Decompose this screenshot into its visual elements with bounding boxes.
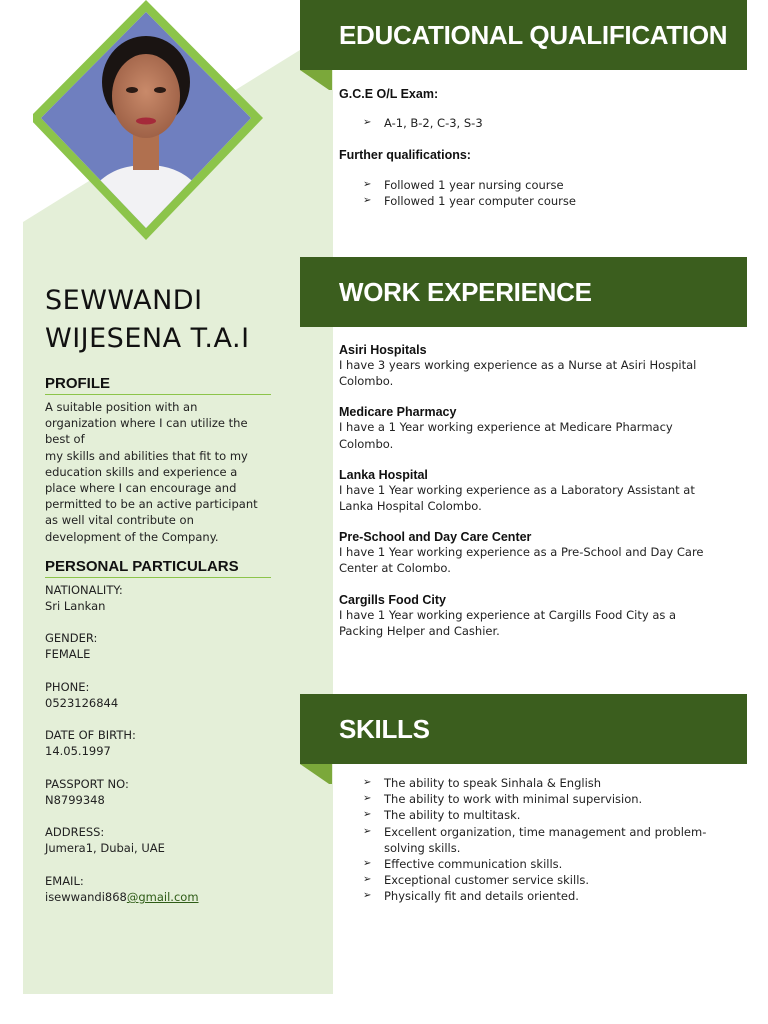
- item-label: GENDER:: [45, 631, 98, 645]
- item-label: ADDRESS:: [45, 825, 105, 839]
- item-value: Jumera1, Dubai, UAE: [45, 841, 165, 855]
- item-value: 14.05.1997: [45, 744, 111, 758]
- arrowhead-bullet-icon: ➢: [363, 793, 372, 805]
- name-line-1: SEWWANDI: [45, 285, 203, 316]
- phone-item: [45, 679, 118, 711]
- job-entry: [339, 405, 719, 451]
- skills-content: [339, 775, 719, 905]
- email-user: isewwandi868: [45, 890, 127, 904]
- job-description: Lanka Hospital Colombo.: [339, 499, 482, 514]
- date-of-birth-item: [45, 727, 136, 759]
- email-value[interactable]: [45, 889, 199, 905]
- job-employer: Asiri Hospitals: [339, 343, 427, 357]
- skills-banner-tab: [300, 764, 332, 784]
- skill-item: ➢ Effective communication skills.: [363, 857, 563, 872]
- job-description: Center at Colombo.: [339, 561, 451, 576]
- skills-banner: SKILLS: [300, 694, 747, 764]
- skill-item: ➢ Exceptional customer service skills.: [363, 873, 590, 888]
- skill-item: ➢ The ability to multitask.: [363, 808, 521, 823]
- arrowhead-bullet-icon: ➢: [363, 874, 372, 886]
- item-value: FEMALE: [45, 647, 91, 661]
- profile-line: education skills and experience a: [45, 464, 238, 479]
- arrowhead-bullet-icon: ➢: [363, 117, 372, 128]
- arrowhead-bullet-icon: ➢: [363, 777, 372, 788]
- work-experience-content: [339, 343, 719, 639]
- profile-heading: PROFILE: [45, 375, 271, 395]
- skill-item: ➢ Physically fit and details oriented.: [363, 889, 579, 904]
- education-content: [339, 87, 719, 210]
- skill-item: ➢ Excellent organization, time management and problem- solving skills.: [363, 824, 707, 855]
- arrowhead-bullet-icon: ➢: [363, 858, 372, 870]
- further-qualification-item: ➢ Followed 1 year nursing course: [363, 178, 564, 193]
- education-banner: EDUCATIONAL QUALIFICATION: [300, 0, 747, 70]
- ol-result-item: ➢ A-1, B-2, C-3, S-3: [363, 116, 483, 130]
- job-description: I have 3 years working experience as a Nurse at Asiri Hospital: [339, 358, 697, 372]
- job-description: Colombo.: [339, 374, 394, 389]
- arrowhead-bullet-icon: ➢: [363, 195, 372, 207]
- name-line-2: WIJESENA T.A.I: [45, 323, 250, 354]
- education-banner-tab: [300, 70, 332, 90]
- job-description: Packing Helper and Cashier.: [339, 623, 500, 638]
- job-employer: Cargills Food City: [339, 592, 446, 607]
- profile-line: place where I can encourage and: [45, 481, 237, 496]
- job-description: I have a 1 Year working experience at Medicare Pharmacy: [339, 420, 673, 435]
- item-value: 0523126844: [45, 696, 119, 710]
- job-employer: Lanka Hospital: [339, 467, 428, 482]
- item-label: PHONE:: [45, 680, 90, 694]
- arrowhead-bullet-icon: ➢: [363, 890, 372, 902]
- job-employer: Pre-School and Day Care Center: [339, 530, 532, 545]
- profile-line: organization where I can utilize the: [45, 416, 248, 431]
- profile-line: as well vital contribute on: [45, 513, 194, 528]
- job-entry: [339, 468, 719, 514]
- profile-line: best of: [45, 432, 85, 447]
- skill-item: ➢ The ability to work with minimal supervision.: [363, 792, 643, 807]
- profile-line: my skills and abilities that fit to my: [45, 448, 248, 463]
- profile-line: development of the Company.: [45, 529, 219, 544]
- item-label: DATE OF BIRTH:: [45, 728, 136, 742]
- item-value: Sri Lankan: [45, 599, 106, 613]
- job-entry: [339, 593, 719, 639]
- job-description: I have 1 Year working experience as a Laboratory Assistant at: [339, 482, 695, 497]
- ol-exam-heading: G.C.E O/L Exam:: [339, 87, 439, 101]
- arrowhead-bullet-icon: ➢: [363, 809, 372, 821]
- arrowhead-bullet-icon: ➢: [363, 825, 372, 837]
- passport-item: [45, 776, 129, 808]
- nationality-item: [45, 582, 123, 614]
- work-experience-banner: WORK EXPERIENCE: [300, 257, 747, 327]
- job-entry: [339, 530, 719, 576]
- job-description: I have 1 Year working experience at Cargills Food City as a: [339, 607, 677, 622]
- item-label: NATIONALITY:: [45, 583, 123, 597]
- job-employer: Medicare Pharmacy: [339, 405, 457, 420]
- profile-photo: [33, 0, 293, 240]
- further-qualification-item: ➢ Followed 1 year computer course: [363, 194, 576, 209]
- skill-item: ➢ The ability to speak Sinhala & English: [363, 776, 602, 790]
- item-value: N8799348: [45, 793, 105, 807]
- email-link[interactable]: @gmail.com: [126, 890, 199, 904]
- gender-item: [45, 630, 97, 662]
- job-entry: [339, 343, 719, 389]
- profile-line: permitted to be an active participant: [45, 497, 258, 512]
- arrowhead-bullet-icon: ➢: [363, 179, 372, 191]
- job-description: Colombo.: [339, 436, 394, 451]
- further-qualifications-heading: Further qualifications:: [339, 148, 471, 163]
- profile-text: [45, 399, 267, 545]
- job-description: I have 1 Year working experience as a Pre-School and Day Care: [339, 545, 704, 560]
- candidate-name: [45, 282, 315, 358]
- email-item: [45, 873, 199, 905]
- item-label: PASSPORT NO:: [45, 777, 129, 791]
- item-label: EMAIL:: [45, 874, 84, 888]
- personal-particulars-heading: PERSONAL PARTICULARS: [45, 558, 271, 578]
- profile-line: A suitable position with an: [45, 400, 198, 414]
- address-item: [45, 824, 165, 856]
